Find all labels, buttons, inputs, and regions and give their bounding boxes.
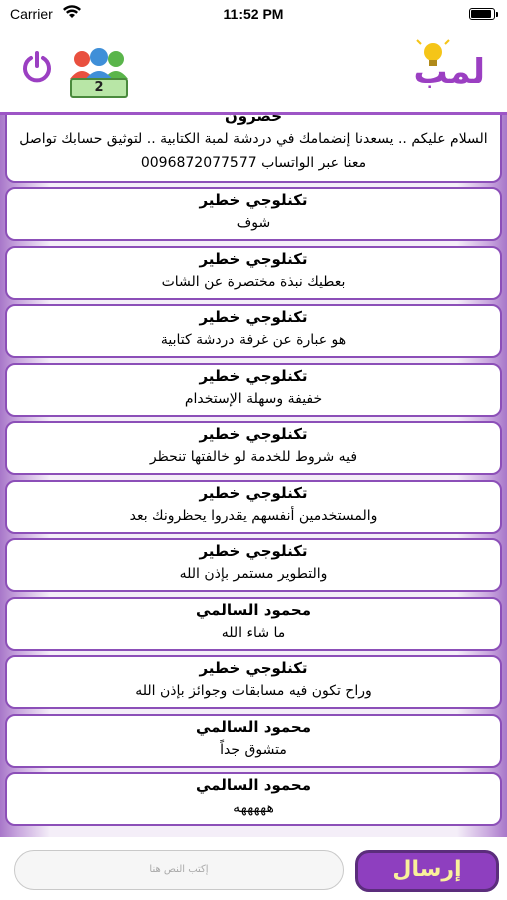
message-sender: تكنلوجي خطير xyxy=(199,659,308,677)
message-text: فيه شروط للخدمة لو خالفتها تنحظر xyxy=(149,449,358,465)
power-icon[interactable] xyxy=(20,50,54,84)
message-sender: حضرون xyxy=(224,115,283,125)
message-text: والتطوير مستمر بإذن الله xyxy=(179,566,328,582)
online-users-count: 2 xyxy=(70,78,128,98)
message-sender: تكنلوجي خطير xyxy=(199,425,308,443)
chat-messages[interactable] xyxy=(0,115,507,837)
status-time: 11:52 PM xyxy=(223,6,284,22)
message-sender: تكنلوجي خطير xyxy=(199,191,308,209)
status-bar xyxy=(0,0,507,30)
message-bubble xyxy=(5,714,502,768)
message-bubble xyxy=(5,772,502,826)
message-sender: محمود السالمي xyxy=(195,718,311,736)
message-text: ما شاء الله xyxy=(221,625,286,641)
message-sender: تكنلوجي خطير xyxy=(199,542,308,560)
message-sender: تكنلوجي خطير xyxy=(199,367,308,385)
message-bubble xyxy=(5,187,502,241)
message-sender: تكنلوجي خطير xyxy=(199,250,308,268)
message-text: والمستخدمين أنفسهم يقدروا يحظرونك بعد xyxy=(129,508,378,524)
message-composer xyxy=(0,838,507,900)
message-sender: تكنلوجي خطير xyxy=(199,308,308,326)
message-bubble xyxy=(5,246,502,300)
send-button[interactable]: إرسال xyxy=(355,850,499,892)
message-text: هههههه xyxy=(233,800,274,816)
message-bubble xyxy=(5,538,502,592)
app-header xyxy=(0,30,507,114)
message-text: وراح تكون فيه مسابقات وجوائز بإذن الله xyxy=(135,683,372,699)
message-input[interactable]: إكتب النص هنا xyxy=(14,850,344,890)
message-bubble xyxy=(5,655,502,709)
message-text: شوف xyxy=(236,215,271,231)
message-text: السلام عليكم .. يسعدنا إنضمامك في دردشة لمبة الكتابية .. لتوثيق حسابك تواصل معنا عبر الواتساب 0096872077577 xyxy=(19,131,488,171)
message-bubble xyxy=(5,115,502,183)
message-bubble xyxy=(5,597,502,651)
app-logo-text: لمب xyxy=(413,52,485,92)
message-sender: محمود السالمي xyxy=(195,601,311,619)
message-text: هو عبارة عن غرفة دردشة كتابية xyxy=(160,332,347,348)
message-text: متشوق جداً xyxy=(220,742,287,758)
message-bubble xyxy=(5,480,502,534)
message-text: بعطيك نبذة مختصرة عن الشات xyxy=(161,274,346,290)
carrier-label: Carrier xyxy=(10,6,53,22)
message-sender: محمود السالمي xyxy=(195,776,311,794)
battery-icon xyxy=(469,8,495,20)
message-bubble xyxy=(5,421,502,475)
message-text: خفيفة وسهلة الإستخدام xyxy=(184,391,323,407)
message-sender: تكنلوجي خطير xyxy=(199,484,308,502)
message-bubble xyxy=(5,304,502,358)
message-bubble xyxy=(5,363,502,417)
